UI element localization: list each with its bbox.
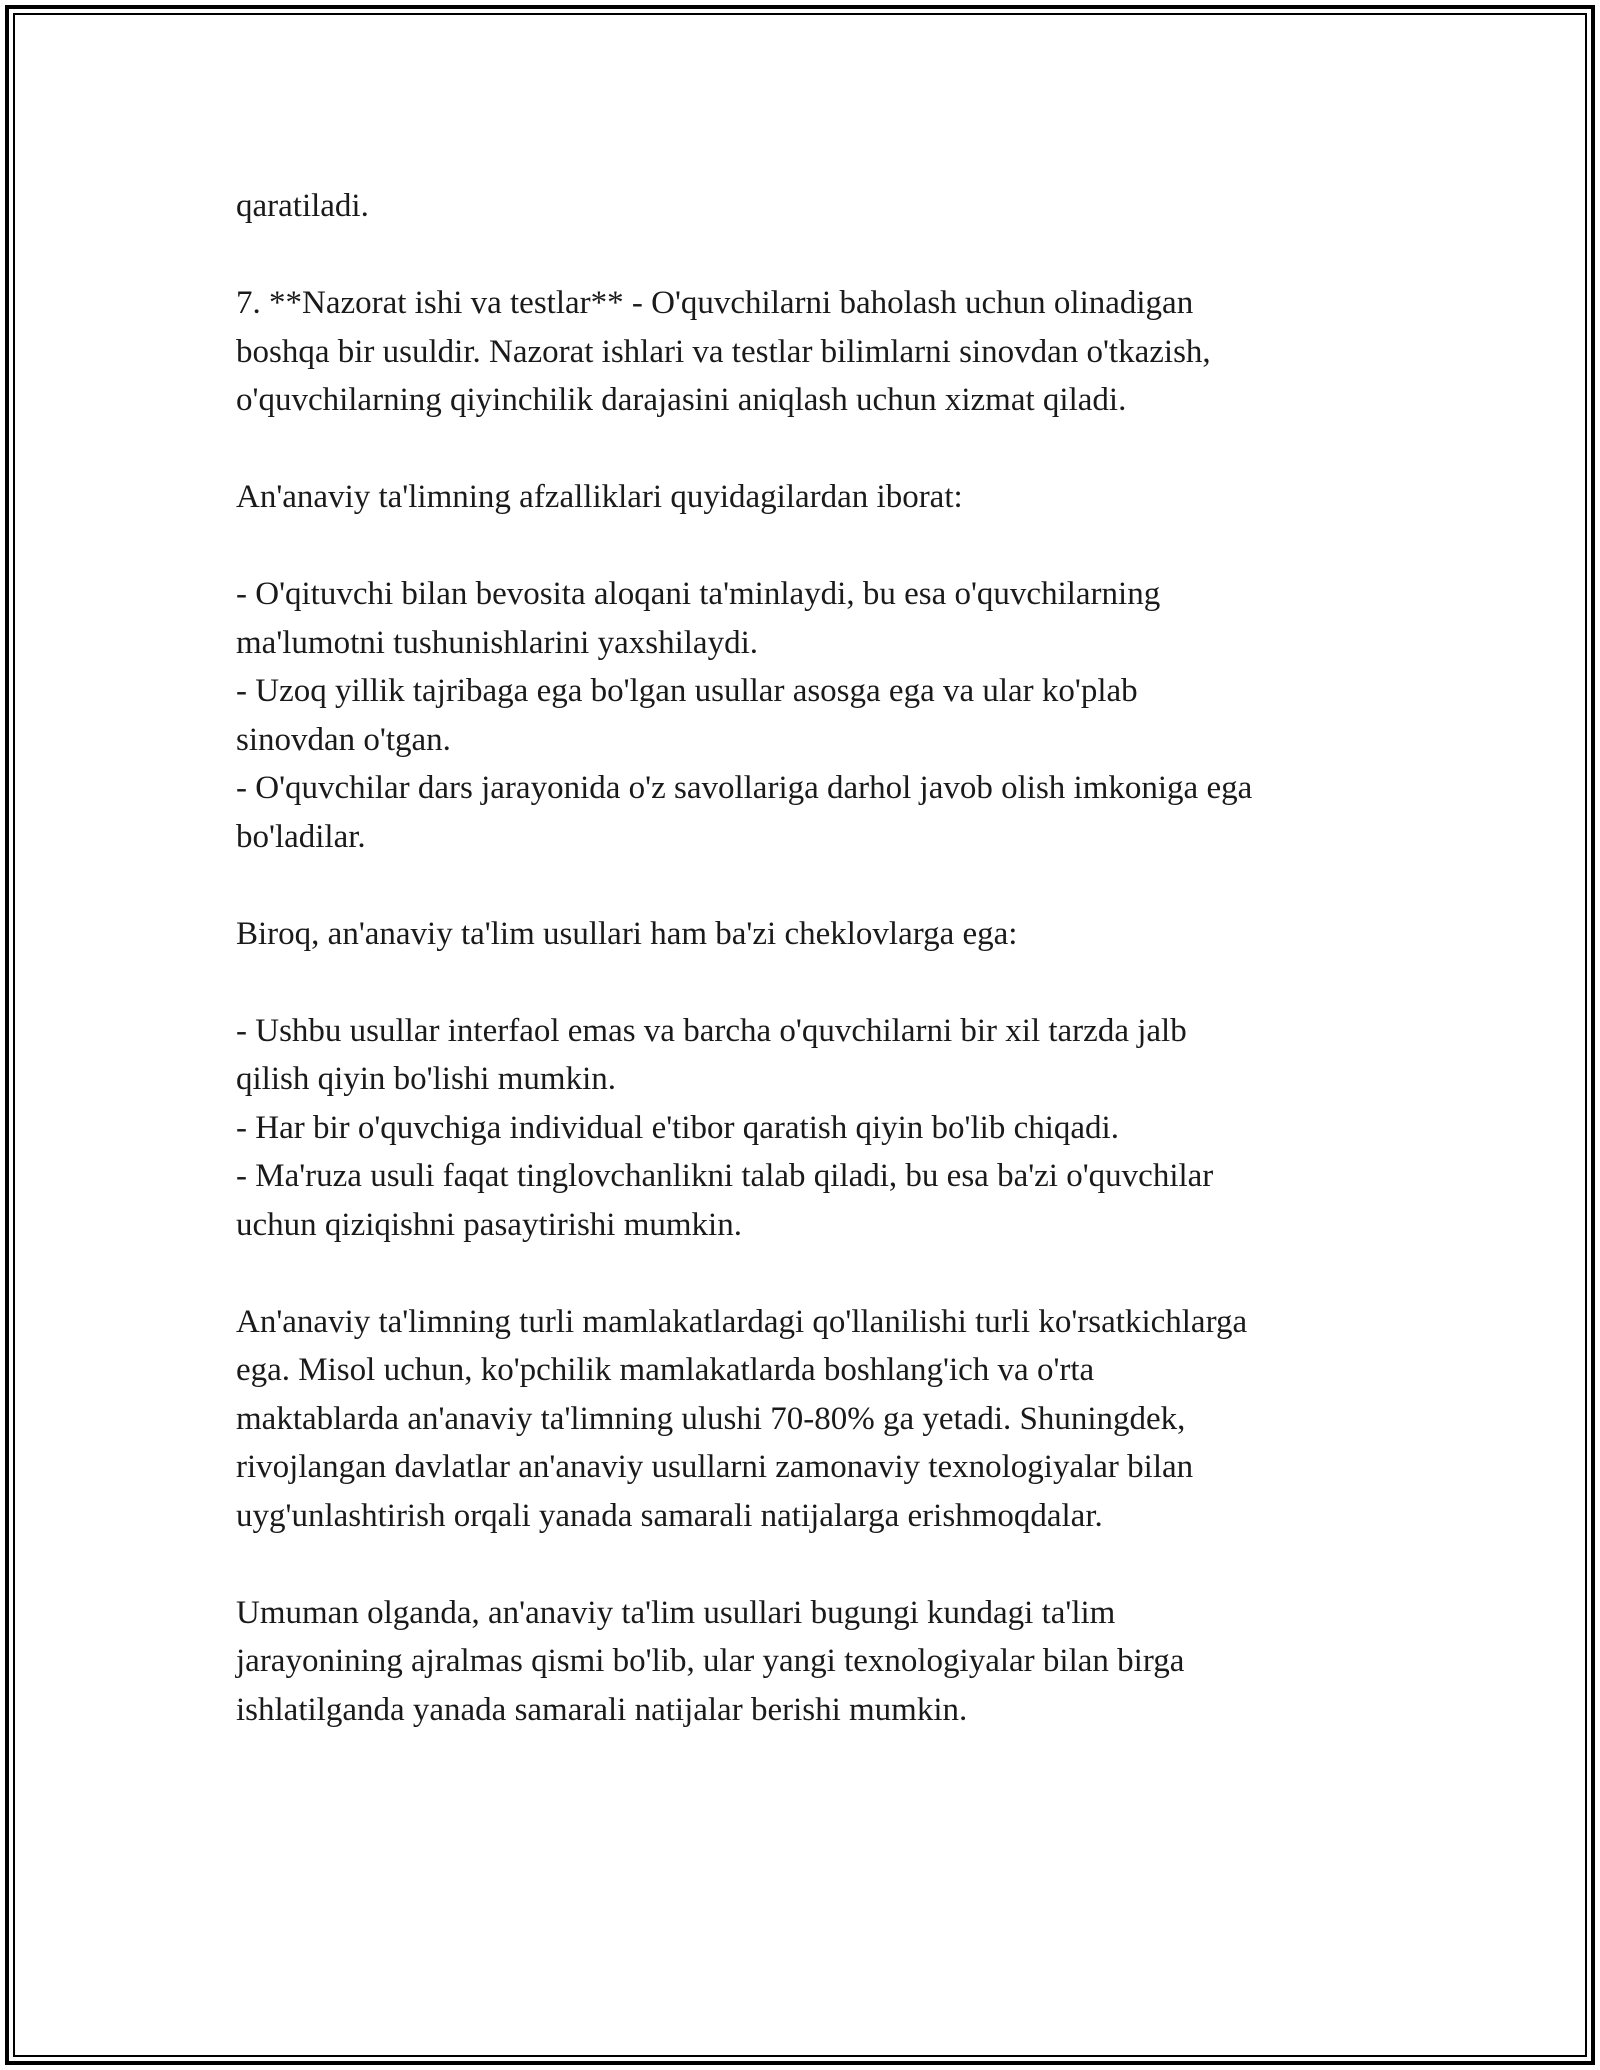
text-line: ma'lumotni tushunishlarini yaxshilaydi. [236,624,758,661]
text-line: rivojlangan davlatlar an'anaviy usullarni zamonaviy texnologiyalar bilan [236,1449,1194,1485]
text-line: An'anaviy ta'limning turli mamlakatlardagi qo'llanilishi turli ko'rsatkichlarga [236,1303,1248,1340]
text-line: An'anaviy ta'limning afzalliklari quyidagilardan iborat: [236,479,963,515]
text-line: - Ma'ruza usuli faqat tinglovchanlikni talab qiladi, bu esa ba'zi o'quvchilar [236,1158,1214,1194]
text-line: qilish qiyin bo'lishi mumkin. [236,1061,616,1097]
text-line: qaratiladi. [236,188,369,224]
text-line: Umuman olganda, an'anaviy ta'lim usullari bugungi kundagi ta'lim [236,1594,1116,1631]
text-line: - Ushbu usullar interfaol emas va barcha o'quvchilarni bir xil tarzda jalb [236,1012,1187,1049]
text-line: o'quvchilarning qiyinchilik darajasini aniqlash uchun xizmat qiladi. [236,382,1127,418]
text-line: maktablarda an'anaviy ta'limning ulushi 70-80% ga yetadi. Shuningdek, [236,1400,1186,1437]
text-line: 7. **Nazorat ishi va testlar** - O'quvchilarni baholash uchun olinadigan [236,285,1194,321]
paragraph-gap [236,522,1386,571]
text-line: - Uzoq yillik tajribaga ega bo'lgan usullar asosga ega va ular ko'plab [236,673,1138,709]
text-line: - Har bir o'quvchiga individual e'tibor qaratish qiyin bo'lib chiqadi. [236,1109,1119,1146]
text-line: uchun qiziqishni pasaytirishi mumkin. [236,1206,742,1243]
text-line: uyg'unlashtirish orqali yanada samarali natijalarga erishmoqdalar. [236,1497,1103,1534]
paragraph-gap [236,861,1386,910]
text-line: - O'qituvchi bilan bevosita aloqani ta'minlaydi, bu esa o'quvchilarning [236,576,1161,612]
text-line: Biroq, an'anaviy ta'lim usullari ham ba'zi cheklovlarga ega: [236,915,1018,952]
text-line: bo'ladilar. [236,818,366,855]
text-line: - O'quvchilar dars jarayonida o'z savollariga darhol javob olish imkoniga ega [236,770,1253,806]
paragraph-gap [236,425,1386,474]
paragraph-gap [236,958,1386,1007]
text-line: jarayonining ajralmas qismi bo'lib, ular yangi texnologiyalar bilan birga [236,1643,1185,1679]
paragraph-gap [236,1249,1386,1298]
text-line: ega. Misol uchun, ko'pchilik mamlakatlarda boshlang'ich va o'rta [236,1352,1095,1388]
document-body [236,182,1386,1734]
text-line: boshqa bir usuldir. Nazorat ishlari va testlar bilimlarni sinovdan o'tkazish, [236,333,1211,370]
paragraph-gap [236,231,1386,280]
text-line: sinovdan o'tgan. [236,721,451,758]
paragraph-gap [236,1540,1386,1589]
text-line: ishlatilganda yanada samarali natijalar berishi mumkin. [236,1691,968,1728]
